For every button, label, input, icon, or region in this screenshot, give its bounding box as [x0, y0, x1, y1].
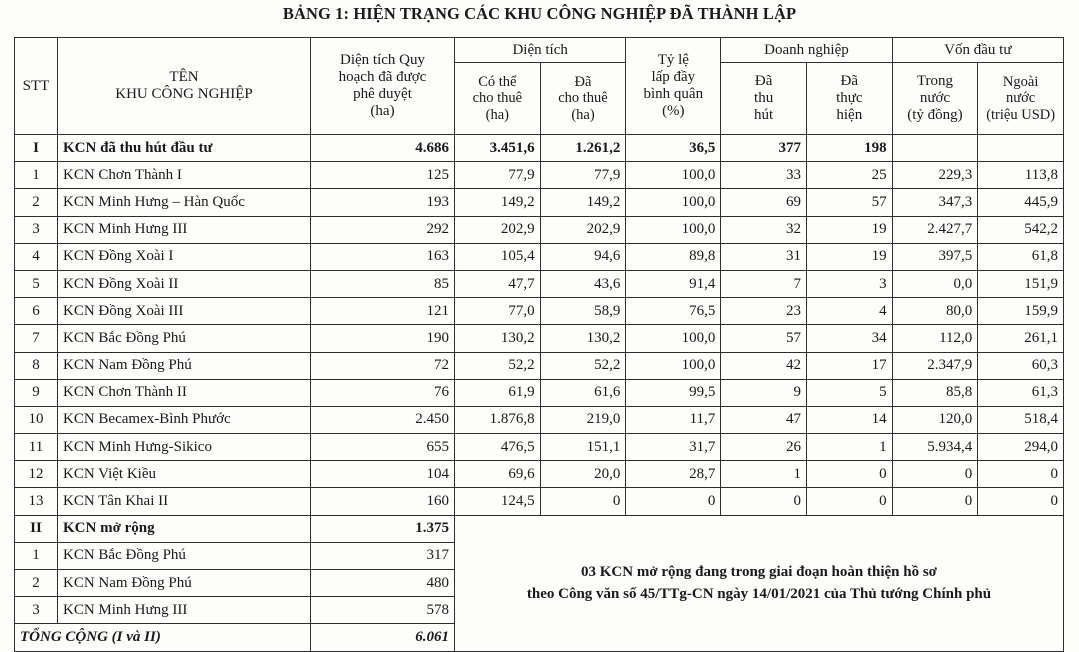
enterprises-active-line1: Đã [840, 73, 859, 90]
capital-domestic-line3: (tỷ đồng) [907, 106, 963, 123]
enterprises-active-line2: thực [836, 90, 863, 107]
row-enterprises-active: 25 [806, 162, 892, 189]
row-stt: 6 [15, 298, 58, 325]
row-enterprises-attracted: 0 [721, 488, 807, 515]
row-stt: 2 [15, 189, 58, 216]
planned-area-line1: Diện tích Quy [340, 52, 425, 69]
row-planned-area: 163 [311, 243, 455, 270]
row-stt: 9 [15, 379, 58, 406]
row-park-name: KCN Bắc Đồng Phú [58, 325, 311, 352]
occupancy-rate-line2: lấp đầy [651, 69, 696, 86]
table-row [15, 189, 1064, 216]
table-row [15, 461, 1064, 488]
row-occupancy-rate: 100,0 [626, 162, 721, 189]
occupancy-rate-line4: (%) [662, 102, 685, 119]
planned-area-line2: hoạch đã được [338, 69, 427, 86]
row-area-available: 1.876,8 [455, 406, 541, 433]
area-available-line3: (ha) [485, 106, 509, 123]
row-planned-area: 655 [311, 434, 455, 461]
row-planned-area: 317 [311, 542, 455, 569]
row-occupancy-rate: 0 [626, 488, 721, 515]
row-capital-domestic: 0,0 [892, 270, 978, 297]
industrial-parks-table [14, 37, 1064, 652]
row-capital-foreign: 0 [978, 488, 1064, 515]
capital-domestic-line2: nước [919, 90, 951, 107]
row-area-leased: 61,6 [540, 379, 626, 406]
row-enterprises-active: 0 [806, 488, 892, 515]
row-stt: II [15, 515, 58, 542]
row-capital-domestic: 112,0 [892, 325, 978, 352]
row-area-leased: 58,9 [540, 298, 626, 325]
row-park-name: KCN Bắc Đồng Phú [58, 542, 311, 569]
row-park-name: KCN Đồng Xoài I [58, 243, 311, 270]
row-capital-domestic: 397,5 [892, 243, 978, 270]
enterprises-attracted-line2: thu [754, 90, 774, 107]
table-row [15, 515, 1064, 542]
row-capital-foreign: 445,9 [978, 189, 1064, 216]
row-stt: 1 [15, 162, 58, 189]
row-stt: I [15, 135, 58, 162]
row-park-name: KCN Minh Hưng III [58, 216, 311, 243]
row-area-leased: 94,6 [540, 243, 626, 270]
row-enterprises-active: 19 [806, 216, 892, 243]
row-occupancy-rate: 100,0 [626, 216, 721, 243]
row-enterprises-attracted: 42 [721, 352, 807, 379]
row-area-leased: 1.261,2 [540, 135, 626, 162]
row-occupancy-rate: 100,0 [626, 189, 721, 216]
row-occupancy-rate: 100,0 [626, 325, 721, 352]
table-row [15, 488, 1064, 515]
column-header-area-leased [540, 62, 626, 134]
row-area-leased: 149,2 [540, 189, 626, 216]
row-planned-area: 85 [311, 270, 455, 297]
row-area-available: 47,7 [455, 270, 541, 297]
row-enterprises-active: 1 [806, 434, 892, 461]
column-group-header-enterprises: Doanh nghiệp [721, 38, 892, 63]
row-capital-foreign: 113,8 [978, 162, 1064, 189]
row-capital-domestic: 85,8 [892, 379, 978, 406]
row-occupancy-rate: 100,0 [626, 352, 721, 379]
row-stt: 3 [15, 216, 58, 243]
row-enterprises-attracted: 7 [721, 270, 807, 297]
table-row [15, 216, 1064, 243]
total-label: TỔNG CỘNG (I và II) [15, 624, 311, 651]
table-row [15, 352, 1064, 379]
row-park-name: KCN Việt Kiều [58, 461, 311, 488]
row-park-name: KCN Minh Hưng-Sikico [58, 434, 311, 461]
column-header-enterprises-active [806, 62, 892, 134]
row-capital-foreign: 151,9 [978, 270, 1064, 297]
capital-foreign-line1: Ngoài [1002, 74, 1039, 91]
table-row [15, 135, 1064, 162]
row-occupancy-rate: 99,5 [626, 379, 721, 406]
row-area-available: 130,2 [455, 325, 541, 352]
table-row [15, 298, 1064, 325]
column-group-header-capital: Vốn đầu tư [892, 38, 1063, 63]
row-occupancy-rate: 11,7 [626, 406, 721, 433]
row-planned-area: 160 [311, 488, 455, 515]
table-row [15, 325, 1064, 352]
row-occupancy-rate: 89,8 [626, 243, 721, 270]
row-park-name: KCN Đồng Xoài III [58, 298, 311, 325]
row-enterprises-attracted: 31 [721, 243, 807, 270]
row-enterprises-attracted: 32 [721, 216, 807, 243]
enterprises-active-line3: hiện [836, 106, 863, 123]
row-planned-area: 292 [311, 216, 455, 243]
page-title: BẢNG 1: HIỆN TRẠNG CÁC KHU CÔNG NGHIỆP ĐÃ THÀNH LẬP [282, 4, 797, 23]
row-stt: 11 [15, 434, 58, 461]
row-area-leased: 202,9 [540, 216, 626, 243]
row-planned-area: 4.686 [311, 135, 455, 162]
row-stt: 3 [15, 597, 58, 624]
capital-foreign-line3: (triệu USD) [986, 106, 1056, 123]
enterprises-attracted-line1: Đã [754, 73, 773, 90]
column-header-name-line1: TÊN [169, 69, 199, 86]
row-stt: 8 [15, 352, 58, 379]
row-enterprises-active: 19 [806, 243, 892, 270]
row-area-available: 124,5 [455, 488, 541, 515]
row-capital-foreign: 159,9 [978, 298, 1064, 325]
row-area-leased: 151,1 [540, 434, 626, 461]
row-planned-area: 480 [311, 570, 455, 597]
enterprises-attracted-line3: hút [754, 106, 774, 123]
row-capital-foreign: 542,2 [978, 216, 1064, 243]
table-row [15, 270, 1064, 297]
row-area-available: 61,9 [455, 379, 541, 406]
column-group-header-area: Diện tích [455, 38, 626, 63]
row-capital-domestic: 5.934,4 [892, 434, 978, 461]
row-planned-area: 72 [311, 352, 455, 379]
row-stt: 4 [15, 243, 58, 270]
row-area-available: 69,6 [455, 461, 541, 488]
area-available-line1: Có thể [478, 74, 517, 91]
row-park-name: KCN Becamex-Bình Phước [58, 406, 311, 433]
expansion-note-line1: 03 KCN mở rộng đang trong giai đoạn hoàn thiện hồ sơ [581, 563, 937, 580]
row-enterprises-attracted: 69 [721, 189, 807, 216]
row-enterprises-attracted: 57 [721, 325, 807, 352]
area-available-line2: cho thuê [472, 90, 523, 107]
row-area-leased: 43,6 [540, 270, 626, 297]
row-occupancy-rate: 76,5 [626, 298, 721, 325]
row-area-available: 202,9 [455, 216, 541, 243]
table-body [15, 135, 1064, 652]
row-capital-domestic: 2.427,7 [892, 216, 978, 243]
row-park-name: KCN Minh Hưng – Hàn Quốc [58, 189, 311, 216]
row-enterprises-active: 14 [806, 406, 892, 433]
capital-foreign-line2: nước [1006, 90, 1036, 107]
row-stt: 5 [15, 270, 58, 297]
total-planned-area: 6.061 [311, 624, 455, 651]
row-park-name: KCN Nam Đồng Phú [58, 570, 311, 597]
table-row [15, 434, 1064, 461]
row-stt: 7 [15, 325, 58, 352]
area-leased-line1: Đã [574, 74, 592, 91]
row-planned-area: 104 [311, 461, 455, 488]
row-enterprises-active: 5 [806, 379, 892, 406]
row-stt: 1 [15, 542, 58, 569]
row-park-name: KCN đã thu hút đầu tư [58, 135, 311, 162]
column-header-capital-foreign [978, 62, 1064, 134]
row-capital-domestic: 229,3 [892, 162, 978, 189]
row-park-name: KCN Chơn Thành II [58, 379, 311, 406]
row-area-available: 149,2 [455, 189, 541, 216]
row-park-name: KCN Minh Hưng III [58, 597, 311, 624]
row-occupancy-rate: 36,5 [626, 135, 721, 162]
row-area-available: 3.451,6 [455, 135, 541, 162]
row-enterprises-active: 0 [806, 461, 892, 488]
row-area-leased: 0 [540, 488, 626, 515]
row-enterprises-attracted: 1 [721, 461, 807, 488]
row-enterprises-attracted: 23 [721, 298, 807, 325]
row-capital-foreign: 294,0 [978, 434, 1064, 461]
column-header-name-line2: KHU CÔNG NGHIỆP [115, 86, 253, 102]
row-enterprises-attracted: 26 [721, 434, 807, 461]
row-capital-foreign: 261,1 [978, 325, 1064, 352]
row-planned-area: 190 [311, 325, 455, 352]
row-stt: 2 [15, 570, 58, 597]
occupancy-rate-line3: bình quân [643, 86, 704, 102]
row-area-available: 105,4 [455, 243, 541, 270]
table-row [15, 243, 1064, 270]
column-header-occupancy-rate [626, 38, 721, 135]
row-capital-domestic: 347,3 [892, 189, 978, 216]
row-park-name: KCN Đồng Xoài II [58, 270, 311, 297]
row-capital-foreign: 518,4 [978, 406, 1064, 433]
table-header [15, 38, 1064, 135]
row-enterprises-active: 34 [806, 325, 892, 352]
row-capital-domestic [892, 135, 978, 162]
row-enterprises-attracted: 47 [721, 406, 807, 433]
row-area-available: 52,2 [455, 352, 541, 379]
row-capital-domestic: 0 [892, 488, 978, 515]
row-enterprises-attracted: 377 [721, 135, 807, 162]
expansion-note-cell [455, 515, 1064, 651]
row-stt: 13 [15, 488, 58, 515]
row-park-name: KCN Tân Khai II [58, 488, 311, 515]
row-occupancy-rate: 28,7 [626, 461, 721, 488]
row-occupancy-rate: 91,4 [626, 270, 721, 297]
table-row [15, 406, 1064, 433]
row-capital-foreign: 61,3 [978, 379, 1064, 406]
row-area-available: 77,9 [455, 162, 541, 189]
row-enterprises-active: 198 [806, 135, 892, 162]
capital-domestic-line1: Trong [916, 73, 954, 90]
row-enterprises-attracted: 9 [721, 379, 807, 406]
row-park-name: KCN Nam Đồng Phú [58, 352, 311, 379]
row-capital-foreign: 0 [978, 461, 1064, 488]
row-area-leased: 77,9 [540, 162, 626, 189]
row-planned-area: 121 [311, 298, 455, 325]
column-header-enterprises-attracted [721, 62, 807, 134]
row-capital-domestic: 2.347,9 [892, 352, 978, 379]
table-row [15, 379, 1064, 406]
row-capital-foreign: 61,8 [978, 243, 1064, 270]
row-enterprises-active: 3 [806, 270, 892, 297]
row-enterprises-active: 57 [806, 189, 892, 216]
column-header-name [58, 38, 311, 135]
row-park-name: KCN mở rộng [58, 515, 311, 542]
planned-area-line4: (ha) [370, 102, 395, 119]
row-enterprises-active: 4 [806, 298, 892, 325]
column-header-planned-area [311, 38, 455, 135]
row-enterprises-attracted: 33 [721, 162, 807, 189]
column-header-stt: STT [15, 38, 58, 135]
row-area-leased: 20,0 [540, 461, 626, 488]
row-area-available: 77,0 [455, 298, 541, 325]
row-planned-area: 2.450 [311, 406, 455, 433]
row-planned-area: 193 [311, 189, 455, 216]
row-area-available: 476,5 [455, 434, 541, 461]
row-capital-domestic: 120,0 [892, 406, 978, 433]
row-stt: 10 [15, 406, 58, 433]
column-header-area-available [455, 62, 541, 134]
row-stt: 12 [15, 461, 58, 488]
row-park-name: KCN Chơn Thành I [58, 162, 311, 189]
row-planned-area: 1.375 [311, 515, 455, 542]
area-leased-line2: cho thuê [558, 90, 608, 107]
row-capital-foreign: 60,3 [978, 352, 1064, 379]
table-row [15, 162, 1064, 189]
row-occupancy-rate: 31,7 [626, 434, 721, 461]
expansion-note-line2: theo Công văn số 45/TTg-CN ngày 14/01/2021 của Thủ tướng Chính phủ [526, 586, 992, 603]
row-capital-domestic: 80,0 [892, 298, 978, 325]
row-planned-area: 76 [311, 379, 455, 406]
occupancy-rate-line1: Tỷ lệ [657, 52, 689, 69]
row-capital-domestic: 0 [892, 461, 978, 488]
row-capital-foreign [978, 135, 1064, 162]
row-area-leased: 130,2 [540, 325, 626, 352]
row-area-leased: 52,2 [540, 352, 626, 379]
row-planned-area: 578 [311, 597, 455, 624]
row-enterprises-active: 17 [806, 352, 892, 379]
area-leased-line3: (ha) [571, 106, 595, 123]
column-header-capital-domestic [892, 62, 978, 134]
planned-area-line3: phê duyệt [353, 86, 412, 102]
row-area-leased: 219,0 [540, 406, 626, 433]
row-planned-area: 125 [311, 162, 455, 189]
